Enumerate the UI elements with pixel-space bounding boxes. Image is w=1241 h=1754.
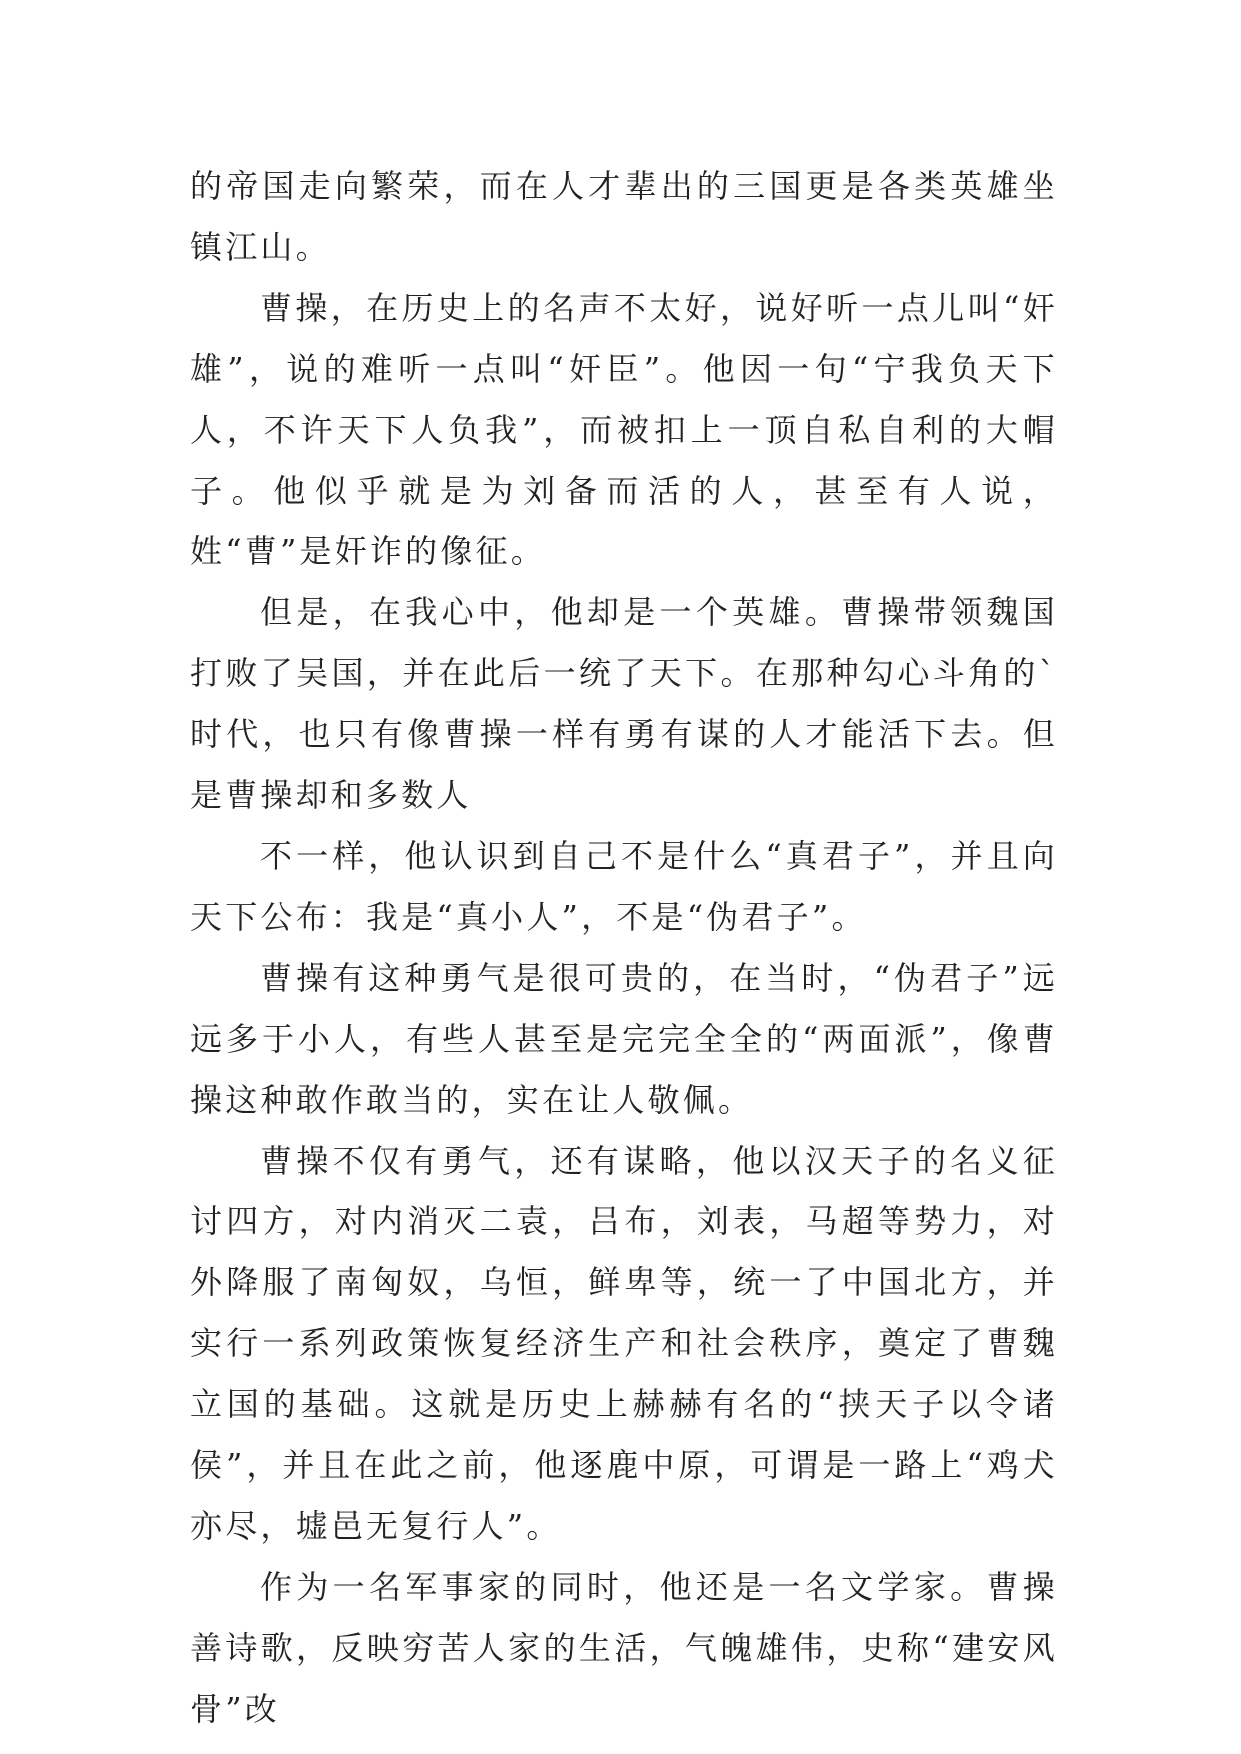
paragraph: 的帝国走向繁荣，而在人才辈出的三国更是各类英雄坐镇江山。 [190, 167, 1058, 266]
paragraph: 但是，在我心中，他却是一个英雄。曹操带领魏国打败了吴国，并在此后一统了天下。在那种勾心斗角的`时代，也只有像曹操一样有勇有谋的人才能活下去。但是曹操却和多数人 [190, 593, 1058, 815]
paragraph: 不一样，他认识到自己不是什么“真君子”，并且向天下公布：我是“真小人”，不是“伪君子”。 [190, 836, 1058, 936]
paragraph: 曹操有这种勇气是很可贵的，在当时，“伪君子”远远多于小人，有些人甚至是完完全全的“两面派”，像曹操这种敢作敢当的，实在让人敬佩。 [190, 958, 1058, 1119]
paragraph: 曹操不仅有勇气，还有谋略，他以汉天子的名义征讨四方，对内消灭二袁，吕布，刘表，马超等势力，对外降服了南匈奴，乌恒，鲜卑等，统一了中国北方，并实行一系列政策恢复经济生产和社会秩序，奠定了曹魏立国的基础。这就是历史上赫赫有名的“挟天子以令诸侯”，并且在此之前，他逐鹿中原，可谓是一路上“鸡犬亦尽，墟邑无复行人”。 [190, 1141, 1058, 1545]
paragraph: 曹操，在历史上的名声不太好，说好听一点儿叫“奸雄”，说的难听一点叫“奸臣”。他因一句“宁我负天下人，不许天下人负我”，而被扣上一顶自私自利的大帽子。他似乎就是为刘备而活的人，甚至有人说，姓“曹”是奸诈的像征。 [190, 288, 1058, 571]
paragraph: 作为一名军事家的同时，他还是一名文学家。曹操善诗歌，反映穷苦人家的生活，气魄雄伟，史称“建安风骨”改 [190, 1567, 1058, 1728]
document-body [190, 156, 1058, 1740]
